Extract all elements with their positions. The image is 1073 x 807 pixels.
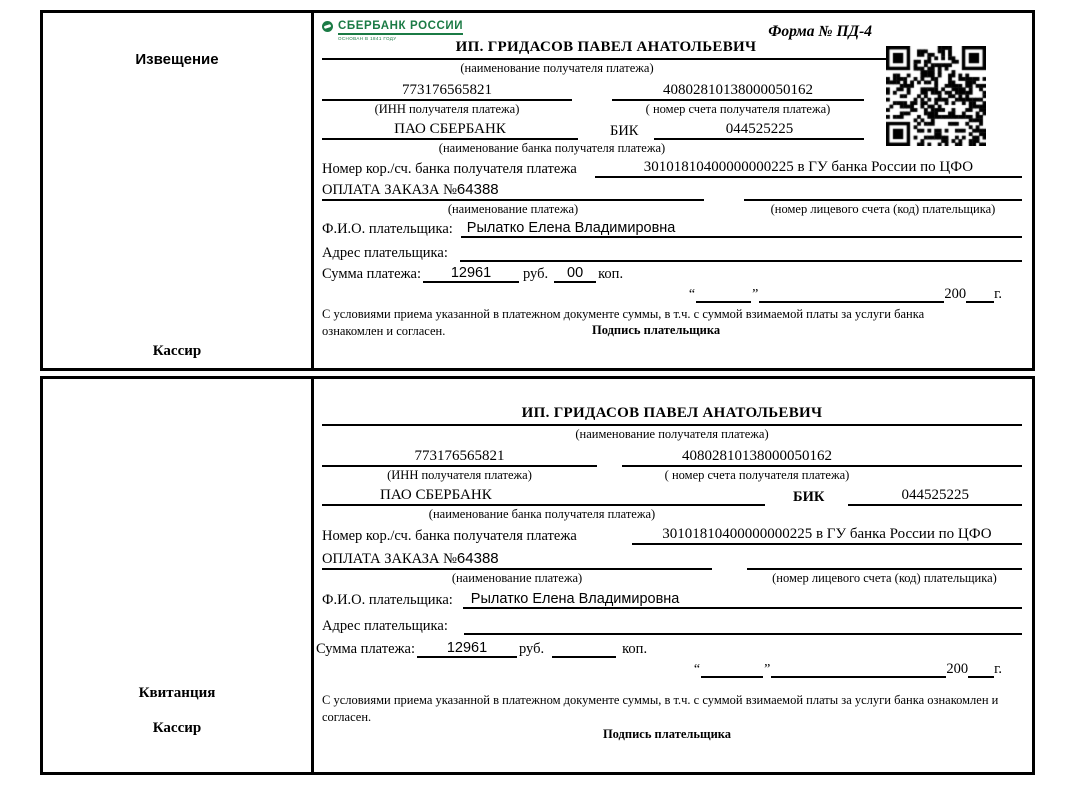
date-year-suffix: г. [994,661,1002,677]
rub-label: руб. [519,641,545,657]
cashier-label: Кассир [152,343,202,359]
receipt-label: Квитанция [138,685,216,701]
date-year-prefix: 200 [944,286,967,302]
sberbank-logo-text: СБЕРБАНК РОССИИ [338,20,463,35]
date-line [322,285,1002,303]
payee-inn-value: 773176565821 [322,448,597,467]
payment-name-prefix: ОПЛАТА ЗАКАЗА № [322,182,457,199]
personal-account-blank [747,550,1022,570]
sberbank-logo-icon [322,21,333,32]
payment-name-prefix: ОПЛАТА ЗАКАЗА № [322,551,457,568]
sum-label: Сумма платежа: [322,266,421,282]
form-number: Форма № ПД-4 [768,23,872,40]
personal-account-hint: (номер лицевого счета (код) плательщика) [772,571,997,586]
payee-name: ИП. ГРИДАСОВ ПАВЕЛ АНАТОЛЬЕВИЧ [322,405,1022,426]
account-hint: ( номер счета получателя платежа) [664,467,850,482]
bank-hint: (наименование банка получателя платежа) [428,506,656,521]
receipt-content [314,379,1032,772]
corr-account-label: Номер кор./сч. банка получателя платежа [322,528,577,545]
rub-label: руб. [523,266,549,282]
qr-code [886,46,986,146]
payer-name-value: Рылатко Елена Владимировна [463,591,1022,609]
inn-hint: (ИНН получателя платежа) [374,101,520,116]
payee-account-value: 40802810138000050162 [612,82,864,101]
corr-account-value: 30101810400000000225 в ГУ банка России по ЦФО [632,526,1022,545]
payer-address-value [464,615,1022,635]
bank-name-value: ПАО СБЕРБАНК [322,121,578,140]
payer-signature-label: Подпись плательщика [592,323,721,337]
payee-account-value: 40802810138000050162 [622,448,1022,467]
bik-value: 044525225 [848,487,1022,506]
payment-hint: (наименование платежа) [447,202,579,217]
date-year-suffix: г. [994,286,1002,302]
receipt-section [40,376,1035,775]
notice-label: Извещение [135,51,219,68]
agreement-text: С условиями приема указанной в платежном документе суммы, в т.ч. с суммой взимаемой платы за услуги банка ознакомлен и согласен. [322,307,925,338]
personal-account-hint: (номер лицевого счета (код) плательщика) [770,202,996,217]
notice-section [40,10,1035,371]
sum-label: Сумма платежа: [316,641,415,657]
sberbank-logo-tagline: ОСНОВАН В 1841 ГОДУ [338,36,397,41]
payee-hint: (наименование получателя платежа) [460,61,654,75]
payer-signature-label: Подпись плательщика [602,727,732,741]
payer-address-value [460,242,1022,262]
date-close-quote: ” [764,662,771,677]
date-day-blank [696,285,751,303]
personal-account-blank [744,181,1022,201]
notice-side-column [43,13,314,368]
bik-label: БИК [793,488,825,505]
notice-content [314,13,1032,368]
payee-inn-value: 773176565821 [322,82,572,101]
payer-name-label: Ф.И.О. плательщика: [322,221,453,237]
payer-name-value: Рылатко Елена Владимировна [461,220,1022,238]
kop-label: коп. [622,641,648,657]
date-line [322,660,1002,678]
bank-hint: (наименование банка получателя платежа) [438,140,666,155]
agreement-text: С условиями приема указанной в платежном документе суммы, в т.ч. с суммой взимаемой платы за услуги банка ознакомлен и согласен. [322,693,999,724]
bik-label: БИК [610,122,639,139]
order-number: 64388 [456,181,499,199]
bik-value: 044525225 [654,121,864,140]
receipt-side-column [43,379,314,772]
payee-name: ИП. ГРИДАСОВ ПАВЕЛ АНАТОЛЬЕВИЧ [322,39,890,60]
corr-account-label: Номер кор./сч. банка получателя платежа [322,161,577,178]
cashier-label: Кассир [152,720,202,736]
kop-label: коп. [598,266,624,282]
date-day-blank [701,660,763,678]
payment-hint: (наименование платежа) [451,571,583,586]
amount-rub-value: 12961 [417,640,517,658]
corr-account-value: 30101810400000000225 в ГУ банка России по ЦФО [595,159,1022,178]
account-hint: ( номер счета получателя платежа) [645,101,831,116]
date-year-prefix: 200 [946,661,969,677]
date-open-quote: “ [693,662,701,677]
date-open-quote: “ [688,287,696,302]
payer-address-label: Адрес плательщика: [322,245,448,261]
date-close-quote: ” [752,287,759,302]
amount-kop-value: 00 [554,265,596,283]
amount-kop-value [552,656,616,658]
date-month-blank [771,660,946,678]
order-number: 64388 [456,550,499,568]
payee-hint: (наименование получателя платежа) [575,427,769,441]
payer-address-label: Адрес плательщика: [322,618,448,634]
sberbank-logo [322,20,463,41]
date-year-blank [968,660,994,678]
payer-name-label: Ф.И.О. плательщика: [322,592,453,608]
inn-hint: (ИНН получателя платежа) [387,467,532,482]
amount-rub-value: 12961 [423,265,519,283]
date-month-blank [759,285,944,303]
bank-name-value: ПАО СБЕРБАНК [322,487,765,506]
date-year-blank [966,285,994,303]
